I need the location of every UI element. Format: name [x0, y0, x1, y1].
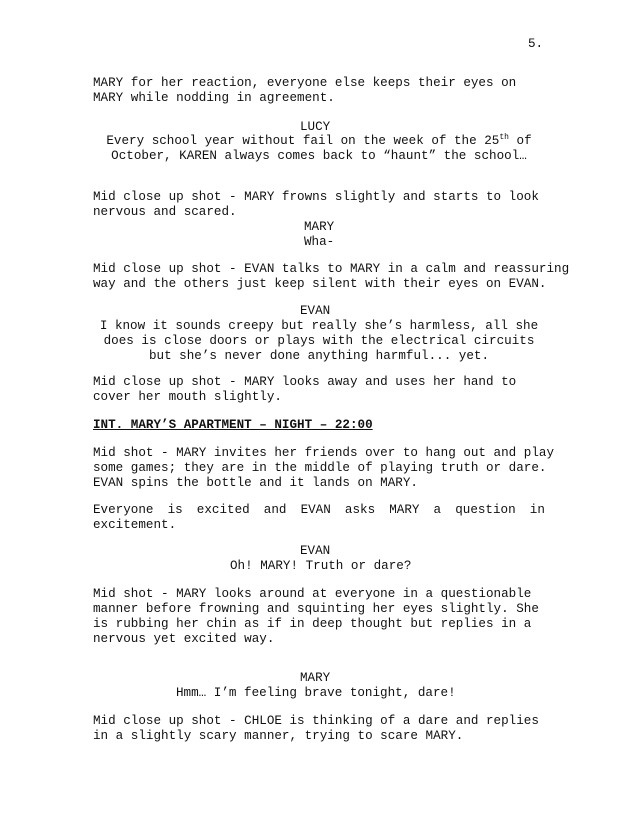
word: is: [167, 503, 183, 517]
dialogue-line: I know it sounds creepy but really she’s harmless, all she: [99, 319, 539, 333]
dialogue-line: but she’s never done anything harmful... yet.: [148, 349, 490, 363]
action-line: Mid shot - MARY looks around at everyone in a questionable: [93, 587, 532, 601]
dialogue-line: Hmm… I’m feeling brave tonight, dare!: [176, 686, 456, 700]
action-line: manner before frowning and squinting her eyes slightly. She: [93, 602, 539, 616]
action-line: is rubbing her chin as if in deep thought but replies in a: [93, 617, 532, 631]
character-name: EVAN: [300, 304, 331, 318]
character-name: EVAN: [300, 544, 331, 558]
action-line: some games; they are in the middle of playing truth or dare.: [93, 461, 547, 475]
character-name: MARY: [304, 220, 335, 234]
word: EVAN: [300, 503, 331, 517]
action-line-justified: [93, 503, 545, 518]
dialogue-line: Oh! MARY! Truth or dare?: [230, 559, 412, 573]
dialogue-line: does is close doors or plays with the electrical circuits: [103, 334, 535, 348]
dialogue-line: Wha-: [304, 235, 335, 249]
action-line: MARY for her reaction, everyone else keeps their eyes on: [93, 76, 517, 90]
character-name: MARY: [300, 671, 331, 685]
word: a: [433, 503, 442, 517]
action-line: nervous yet excited way.: [93, 632, 275, 646]
word: excited: [196, 503, 250, 517]
word: question: [455, 503, 516, 517]
action-line: Mid close up shot - MARY frowns slightly and starts to look: [93, 190, 539, 204]
dialogue-line: Every school year without fail on the week of the 25th of: [106, 132, 532, 148]
word: in: [529, 503, 545, 517]
action-line: MARY while nodding in agreement.: [93, 91, 335, 105]
action-line: Mid shot - MARY invites her friends over to hang out and play: [93, 446, 555, 460]
page-number: 5.: [528, 37, 544, 51]
action-line: Mid close up shot - MARY looks away and uses her hand to: [93, 375, 517, 389]
word: Everyone: [93, 503, 154, 517]
word: and: [263, 503, 287, 517]
action-line: Mid close up shot - CHLOE is thinking of a dare and replies: [93, 714, 539, 728]
character-name: LUCY: [300, 120, 331, 134]
action-line: in a slightly scary manner, trying to scare MARY.: [93, 729, 464, 743]
action-line: EVAN spins the bottle and it lands on MARY.: [93, 476, 418, 490]
dialogue-line: October, KAREN always comes back to “haunt” the school…: [111, 149, 527, 163]
action-line: excitement.: [93, 518, 177, 532]
action-line: nervous and scared.: [93, 205, 237, 219]
action-line: cover her mouth slightly.: [93, 390, 282, 404]
action-line: way and the others just keep silent with their eyes on EVAN.: [93, 277, 547, 291]
word: MARY: [389, 503, 420, 517]
scene-heading: INT. MARY’S APARTMENT – NIGHT – 22:00: [93, 418, 373, 432]
word: asks: [344, 503, 376, 517]
action-line: Mid close up shot - EVAN talks to MARY in a calm and reassuring: [93, 262, 570, 276]
